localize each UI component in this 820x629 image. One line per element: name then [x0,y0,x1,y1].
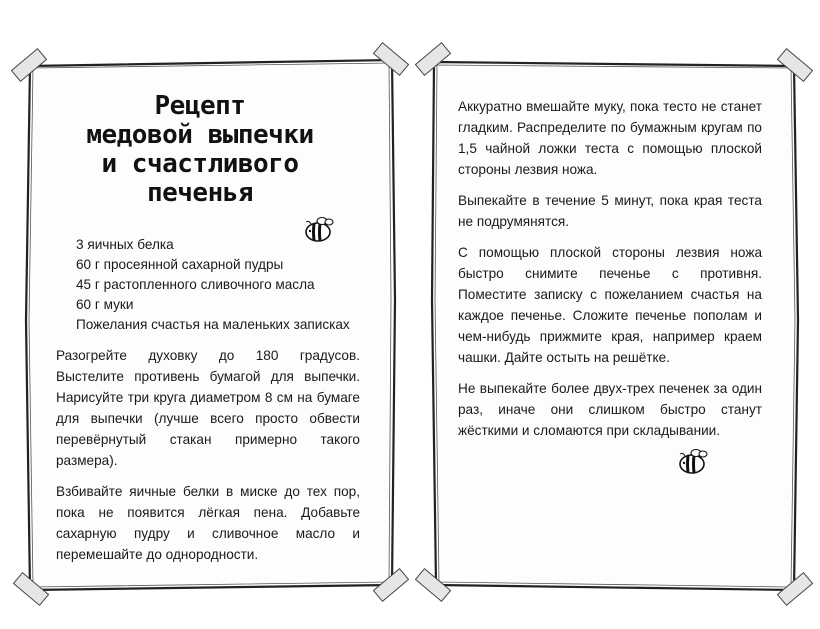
instruction-paragraph: Аккуратно вмешайте муку, пока тесто не станет гладким. Распределите по бумажным кругам по 1,5 чайной ложки теста с помощью плоской стороны лезвия ножа. [458,99,762,177]
title-line: медовой выпечки [86,120,314,150]
ingredient-item: 60 г муки [76,297,134,312]
ingredient-item: 3 яичных белка [76,237,174,252]
instruction-paragraph: Не выпекайте более двух-трех печенек за один раз, иначе они слишком быстро станут жёсткими и сломаются при складывании. [458,381,762,438]
instruction-paragraph: Выпекайте в течение 5 минут, пока края теста не подрумянятся. [458,193,762,229]
instruction-paragraph: Разогрейте духовку до 180 градусов. Выстелите противень бумагой для выпечки. Нарисуйте три круга диаметром 8 см на бумаге для выпечки (лучше всего просто обвести перевёрнутый стакан примерно такого размера). [56,348,360,468]
ingredient-item: Пожелания счастья на маленьких записках [76,317,350,332]
ingredients-list [76,235,376,335]
bee-icon [676,446,710,476]
ingredient-item: 60 г просеянной сахарной пудры [76,257,284,272]
title-line: печенья [146,178,254,208]
instruction-paragraph: Взбивайте яичные белки в миске до тех пор, пока не появится лёгкая пена. Добавьте сахарную пудру и сливочное масло и перемешайте до однородности. [56,484,360,562]
left-instructions [56,345,360,575]
title-line: и счастливого [101,149,299,179]
recipe-title [30,92,370,208]
instruction-paragraph: С помощью плоской стороны лезвия ножа быстро снимите печенье с противня. Поместите записку с пожеланием счастья на каждое печенье. Сложите печенье пополам и чем-нибудь прижмите края, например краем чашки. Дайте остыть на решётке. [458,245,762,365]
right-instructions [458,96,762,451]
ingredient-item: 45 г растопленного сливочного масла [76,277,315,292]
title-line: Рецепт [154,91,246,121]
